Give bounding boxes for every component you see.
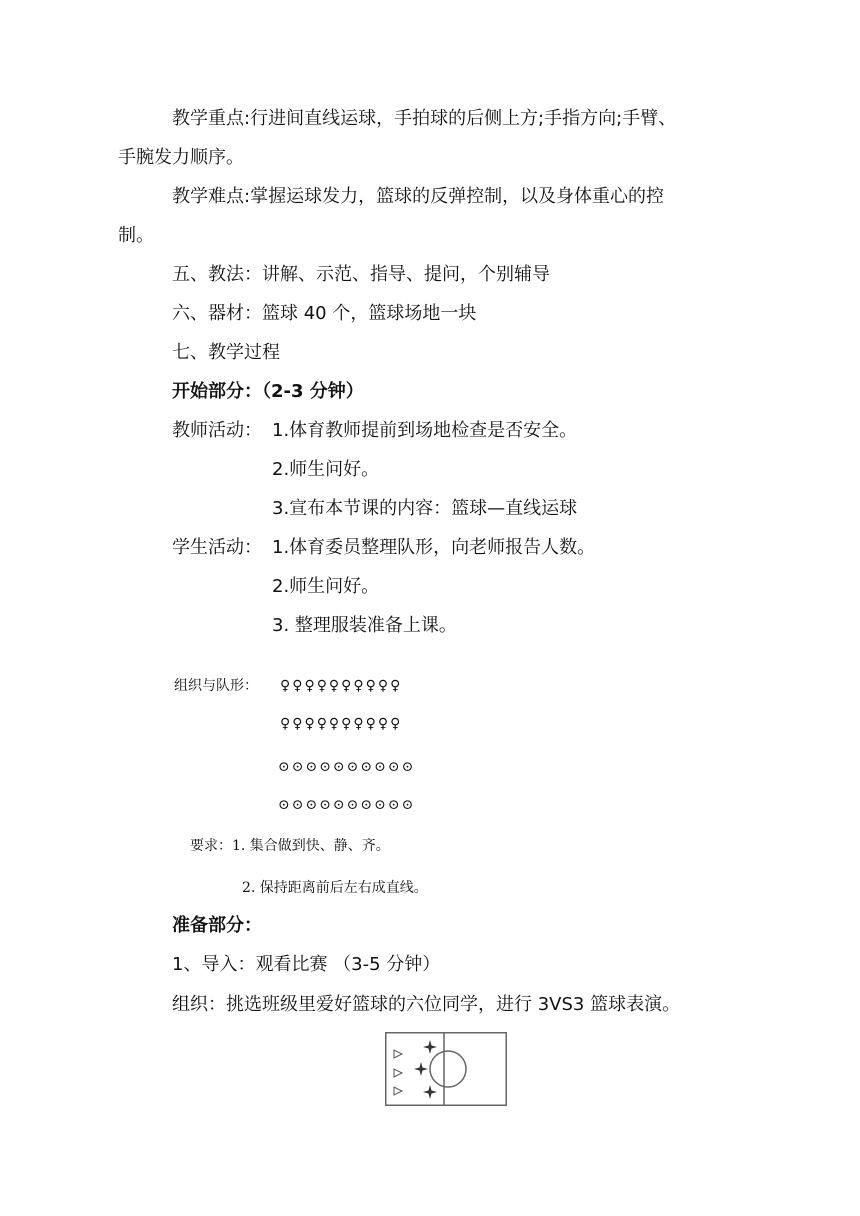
difficulty-line-2: 制。 — [118, 225, 154, 246]
court-outline — [386, 1033, 507, 1106]
center-circle — [430, 1051, 466, 1087]
teaching-process-heading: 七、教学过程 — [172, 342, 280, 363]
player-triangle-icon — [394, 1050, 402, 1058]
formation-row-4: ⊙⊙⊙⊙⊙⊙⊙⊙⊙⊙ — [278, 797, 416, 813]
requirement-1: 要求：1. 集合做到快、静、齐。 — [190, 838, 390, 854]
court-diagram — [385, 1032, 507, 1106]
key-points-line-1: 教学重点:行进间直线运球，手拍球的后侧上方;手指方向;手臂、 — [172, 108, 677, 129]
key-points-line-2: 手腕发力顺序。 — [118, 147, 244, 168]
formation-label: 组织与队形： — [174, 678, 258, 694]
organization-line: 组织：挑选班级里爱好篮球的六位同学，进行 3VS3 篮球表演。 — [172, 994, 681, 1015]
prep-section-heading: 准备部分： — [172, 915, 262, 936]
formation-row-2: ♀♀♀♀♀♀♀♀♀♀ — [280, 716, 403, 732]
student-item-3: 3. 整理服装准备上课。 — [272, 615, 457, 636]
formation-row-3: ⊙⊙⊙⊙⊙⊙⊙⊙⊙⊙ — [278, 759, 416, 775]
requirement-2: 2. 保持距离前后左右成直线。 — [242, 880, 428, 896]
teaching-methods: 五、教法：讲解、示范、指导、提问，个别辅导 — [172, 264, 550, 285]
student-activity-label: 学生活动： — [172, 537, 262, 558]
teacher-item-3: 3.宣布本节课的内容：篮球—直线运球 — [272, 498, 578, 519]
formation-row-1: ♀♀♀♀♀♀♀♀♀♀ — [280, 678, 403, 694]
player-star-icon — [423, 1085, 437, 1099]
teacher-item-1: 1.体育教师提前到场地检查是否安全。 — [272, 420, 578, 441]
start-section-heading: 开始部分：（2-3 分钟） — [172, 381, 364, 402]
teacher-activity-label: 教师活动： — [172, 420, 262, 441]
player-star-icon — [414, 1062, 428, 1076]
teacher-item-2: 2.师生问好。 — [272, 459, 380, 480]
difficulty-line-1: 教学难点:掌握运球发力，篮球的反弹控制，以及身体重心的控 — [172, 186, 665, 207]
equipment: 六、器材：篮球 40 个，篮球场地一块 — [172, 303, 477, 324]
student-item-1: 1.体育委员整理队形，向老师报告人数。 — [272, 537, 596, 558]
intro-line: 1、导入：观看比赛 （3-5 分钟） — [172, 954, 441, 975]
player-triangle-icon — [394, 1069, 402, 1077]
player-star-icon — [423, 1040, 437, 1054]
player-triangle-icon — [394, 1087, 402, 1095]
student-item-2: 2.师生问好。 — [272, 576, 380, 597]
